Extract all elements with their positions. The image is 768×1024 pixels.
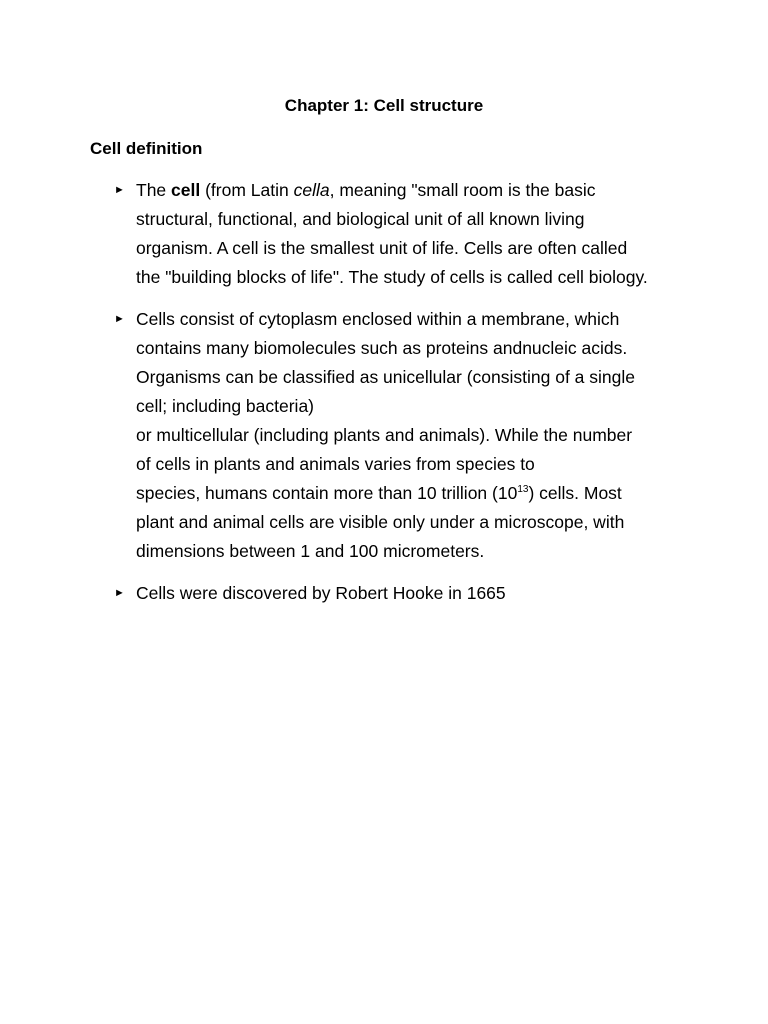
text-line: Organisms can be classified as unicellular (consisting of a single	[136, 367, 635, 387]
italic-term: cella	[293, 180, 330, 200]
bullet-item-definition	[0, 176, 696, 292]
page-title: Chapter 1: Cell structure	[284, 96, 484, 115]
section-heading: Cell definition	[90, 139, 203, 158]
text-line: dimensions between 1 and 100 micrometers.	[136, 541, 485, 561]
bullet-arrow-icon: ►	[114, 313, 125, 325]
text-line: cell; including bacteria)	[136, 396, 315, 416]
text-line: of cells in plants and animals varies from species to	[136, 454, 535, 474]
text-line: contains many biomolecules such as proteins andnucleic acids.	[136, 338, 628, 358]
text-line: plant and animal cells are visible only under a microscope, with	[136, 512, 625, 532]
text-line: The cell (from Latin cella, meaning "small room is the basic	[136, 180, 596, 200]
bold-term: cell	[171, 180, 201, 200]
superscript-exponent: 13	[517, 484, 529, 495]
text-line: the "building blocks of life". The study of cells is called cell biology.	[136, 267, 648, 287]
text-line: Cells consist of cytoplasm enclosed within a membrane, which	[136, 309, 620, 329]
text-line: organism. A cell is the smallest unit of life. Cells are often called	[136, 238, 628, 258]
bullet-arrow-icon: ►	[114, 184, 125, 196]
text-line: species, humans contain more than 10 trillion $(10^{13})$ cells. Most	[136, 483, 622, 503]
text-line: or multicellular (including plants and animals). While the number	[136, 425, 633, 445]
text-line: structural, functional, and biological unit of all known living	[136, 209, 585, 229]
bullet-item-discovery	[0, 579, 696, 608]
bullet-list	[0, 176, 768, 621]
text-line: Cells were discovered by Robert Hooke in 1665	[136, 583, 506, 603]
bullet-item-composition	[0, 305, 696, 566]
bullet-arrow-icon: ►	[114, 587, 125, 599]
